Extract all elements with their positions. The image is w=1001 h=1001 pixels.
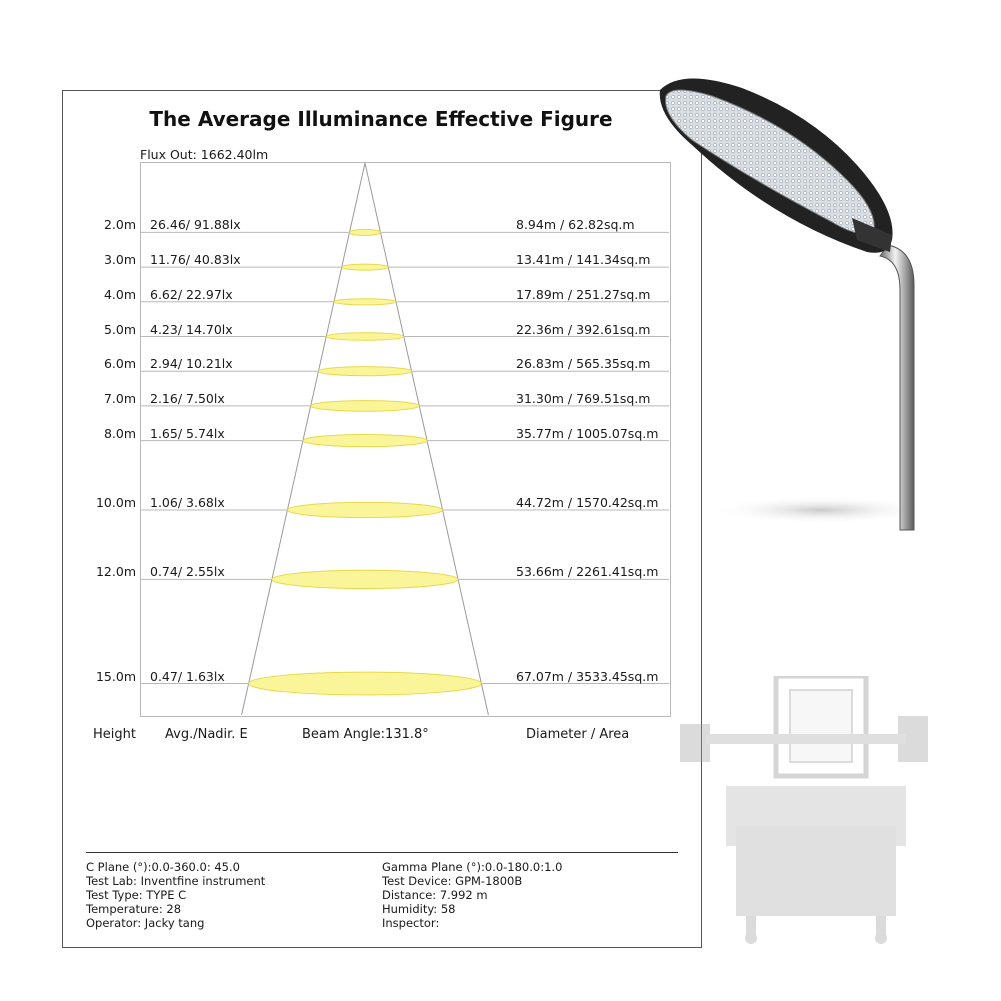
illuminance-ellipse bbox=[326, 333, 404, 341]
row-height-label: 15.0m bbox=[95, 668, 136, 684]
row-diameter-area-label: 26.83m / 565.35sq.m bbox=[516, 356, 651, 372]
row-height-label: 2.0m bbox=[103, 217, 136, 233]
footer-left bbox=[86, 860, 265, 930]
illuminance-ellipse bbox=[303, 435, 427, 447]
footer-divider bbox=[86, 852, 678, 853]
footer-gamma-plane: Gamma Plane (°):0.0-180.0:1.0 bbox=[382, 860, 563, 874]
illuminance-ellipses bbox=[249, 229, 482, 695]
flux-out-label: Flux Out: 1662.40lm bbox=[140, 147, 269, 162]
row-height-label: 4.0m bbox=[103, 286, 136, 302]
illuminance-ellipse bbox=[249, 672, 482, 695]
row-illuminance-label: 4.23/ 14.70lx bbox=[150, 321, 233, 337]
row-height-label: 6.0m bbox=[103, 356, 136, 372]
row-illuminance-label: 1.06/ 3.68lx bbox=[150, 495, 225, 510]
axis-label-illuminance: Avg./Nadir. E bbox=[165, 727, 248, 742]
illuminance-ellipse bbox=[287, 502, 442, 517]
footer-right bbox=[382, 860, 562, 930]
row-illuminance-label: 6.62/ 22.97lx bbox=[150, 286, 233, 302]
illuminance-ellipse bbox=[342, 264, 389, 270]
row-illuminance-label: 1.65/ 5.74lx bbox=[150, 425, 225, 441]
footer-c-plane: C Plane (°):0.0-360.0: 45.0 bbox=[86, 860, 240, 874]
footer-distance: Distance: 7.992 m bbox=[382, 888, 488, 902]
row-illuminance-label: 11.76/ 40.83lx bbox=[150, 252, 241, 268]
row-diameter-area-label: 8.94m / 62.82sq.m bbox=[516, 217, 635, 233]
row-illuminance-label: 0.74/ 2.55lx bbox=[150, 564, 225, 580]
illuminance-ellipse bbox=[334, 299, 396, 305]
illuminance-ellipse bbox=[272, 570, 458, 588]
footer-test-device: Test Device: GPM-1800B bbox=[382, 874, 523, 888]
row-diameter-area-label: 53.66m / 2261.41sq.m bbox=[516, 564, 659, 580]
illuminance-ellipse bbox=[349, 229, 380, 235]
row-diameter-area-label: 35.77m / 1005.07sq.m bbox=[516, 425, 659, 441]
row-height-label: 8.0m bbox=[103, 425, 136, 441]
street-lamp-icon bbox=[652, 70, 932, 550]
row-illuminance-label: 26.46/ 91.88lx bbox=[150, 217, 241, 233]
row-diameter-area-label: 13.41m / 141.34sq.m bbox=[516, 252, 651, 268]
axis-label-diameter-area: Diameter / Area bbox=[526, 727, 630, 742]
footer-test-type: Test Type: TYPE C bbox=[86, 888, 187, 902]
row-diameter-area-label: 17.89m / 251.27sq.m bbox=[516, 286, 651, 302]
row-illuminance-label: 2.16/ 7.50lx bbox=[150, 390, 225, 406]
footer-humidity: Humidity: 58 bbox=[382, 902, 456, 916]
footer-operator: Operator: Jacky tang bbox=[86, 916, 205, 930]
illuminance-ellipse bbox=[311, 401, 420, 412]
row-height-label: 10.0m bbox=[95, 495, 136, 510]
row-height-label: 5.0m bbox=[103, 321, 136, 337]
figure-title: The Average Illuminance Effective Figure bbox=[149, 107, 613, 131]
axis-label-beam-angle: Beam Angle:131.8° bbox=[302, 727, 429, 742]
axis-label-height: Height bbox=[93, 727, 136, 742]
row-height-label: 7.0m bbox=[103, 390, 136, 406]
row-illuminance-label: 0.47/ 1.63lx bbox=[150, 668, 225, 684]
row-illuminance-label: 2.94/ 10.21lx bbox=[150, 356, 233, 372]
footer-temperature: Temperature: 28 bbox=[86, 902, 182, 916]
footer-inspector: Inspector: bbox=[382, 916, 440, 930]
test-rig-icon bbox=[676, 676, 936, 946]
row-height-label: 3.0m bbox=[103, 252, 136, 268]
row-diameter-area-label: 22.36m / 392.61sq.m bbox=[516, 321, 651, 337]
illuminance-ellipse bbox=[318, 367, 411, 376]
row-diameter-area-label: 44.72m / 1570.42sq.m bbox=[516, 495, 659, 510]
row-diameter-area-label: 31.30m / 769.51sq.m bbox=[516, 390, 651, 406]
row-diameter-area-label: 67.07m / 3533.45sq.m bbox=[516, 668, 659, 684]
row-height-label: 12.0m bbox=[95, 564, 136, 580]
footer-test-lab: Test Lab: Inventfine instrument bbox=[86, 874, 266, 888]
